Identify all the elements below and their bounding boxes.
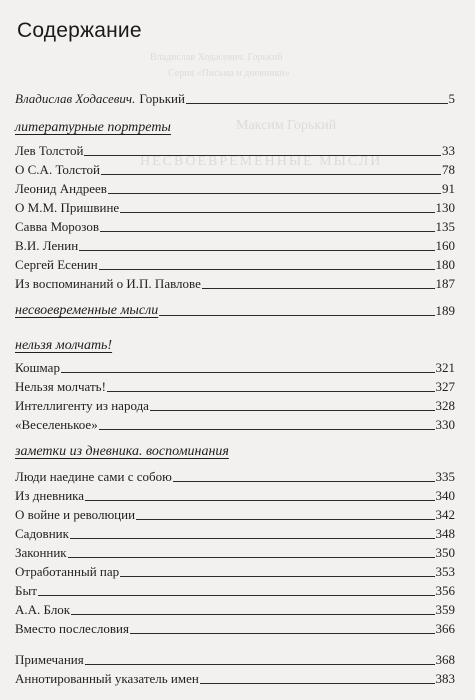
toc-entry-index[interactable]: Аннотированный указатель имен 383 <box>15 671 455 686</box>
dotted-leader <box>85 500 434 501</box>
dotted-leader <box>186 103 448 104</box>
toc-entry[interactable]: «Веселенькое» 330 <box>15 417 455 432</box>
section-heading[interactable]: нельзя молчать! <box>15 338 113 353</box>
toc-entry[interactable]: О М.М. Пришвине 130 <box>15 200 455 215</box>
dotted-leader <box>99 269 435 270</box>
dotted-leader <box>79 250 434 251</box>
dotted-leader <box>159 315 434 316</box>
dotted-leader <box>120 576 434 577</box>
toc-entry-title: Горький <box>139 91 185 106</box>
dotted-leader <box>85 664 435 665</box>
toc-entry[interactable]: Нельзя молчать! 327 <box>15 379 455 394</box>
toc-entry[interactable]: Отработанный пар 353 <box>15 564 455 579</box>
toc-entry-author: Владислав Ходасевич. <box>15 91 136 106</box>
toc-entry[interactable]: Лев Толстой 33 <box>15 143 455 158</box>
toc-entry[interactable]: Интеллигенту из народа 328 <box>15 398 455 413</box>
toc-entry[interactable]: Савва Морозов 135 <box>15 219 455 234</box>
toc-entry[interactable]: Кошмар 321 <box>15 360 455 375</box>
bleed-through-line: Владислав Ходасевич. Горький <box>150 52 283 63</box>
toc-entry[interactable]: Леонид Андреев 91 <box>15 181 455 196</box>
toc-entry-notes[interactable]: Примечания 368 <box>15 652 455 667</box>
dotted-leader <box>68 557 435 558</box>
dotted-leader <box>99 429 435 430</box>
toc-entry[interactable]: Из дневника 340 <box>15 488 455 503</box>
dotted-leader <box>202 288 435 289</box>
dotted-leader <box>100 231 435 232</box>
dotted-leader <box>84 155 441 156</box>
dotted-leader <box>101 174 441 175</box>
dotted-leader <box>150 410 435 411</box>
toc-entry[interactable]: Быт 356 <box>15 583 455 598</box>
dotted-leader <box>71 614 434 615</box>
toc-entry[interactable]: О войне и революции 342 <box>15 507 455 522</box>
section-heading[interactable]: литературные портреты <box>15 120 171 135</box>
toc-entry[interactable]: В.И. Ленин 160 <box>15 238 455 253</box>
toc-entry[interactable]: А.А. Блок 359 <box>15 602 455 617</box>
toc-entry[interactable]: Из воспоминаний о И.П. Павлове 187 <box>15 276 455 291</box>
dotted-leader <box>38 595 435 596</box>
bleed-through-line: Серия «Письма и дневники» <box>168 68 290 79</box>
section-heading[interactable]: заметки из дневника. воспоминания <box>15 444 229 459</box>
dotted-leader <box>136 519 434 520</box>
dotted-leader <box>173 481 435 482</box>
toc-entry[interactable]: О С.А. Толстой 78 <box>15 162 455 177</box>
dotted-leader <box>120 212 434 213</box>
toc-entry-page: 5 <box>448 91 455 106</box>
dotted-leader <box>200 683 435 684</box>
toc-entry[interactable]: Люди наедине сами с собою 335 <box>15 469 455 484</box>
bleed-through-line: Максим Горький <box>236 118 337 133</box>
toc-entry-intro[interactable] <box>15 91 455 107</box>
toc-entry[interactable]: Законник 350 <box>15 545 455 560</box>
dotted-leader <box>130 633 435 634</box>
dotted-leader <box>107 391 435 392</box>
toc-entry[interactable]: Садовник 348 <box>15 526 455 541</box>
bleed-through-line: НЕСВОЕВРЕМЕННЫЕ МЫСЛИ <box>140 154 383 169</box>
toc-entry[interactable]: Сергей Есенин 180 <box>15 257 455 272</box>
page-title: Содержание <box>17 19 142 42</box>
dotted-leader <box>61 372 435 373</box>
toc-entry[interactable]: Вместо послесловия 366 <box>15 621 455 636</box>
section-heading-entry[interactable]: несвоевременные мысли 189 <box>15 303 455 318</box>
dotted-leader <box>70 538 435 539</box>
dotted-leader <box>108 193 441 194</box>
